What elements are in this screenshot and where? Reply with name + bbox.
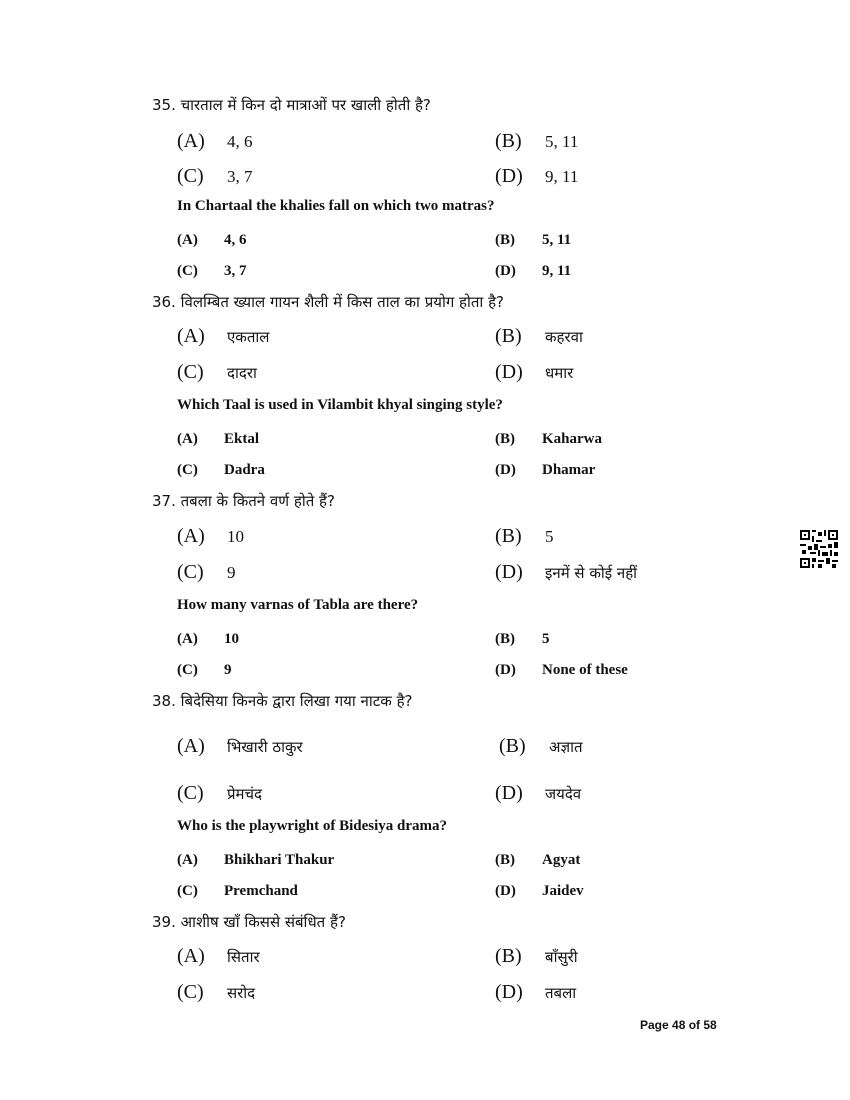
q37-hi-option-c: (C) 9 — [177, 561, 236, 583]
q37-en-option-d: (D) None of these — [495, 662, 628, 678]
q37-en-option-b: (B) 5 — [495, 631, 550, 647]
q38-en-option-c: (C) Premchand — [177, 883, 298, 899]
q37-hi-option-a: (A) 10 — [177, 525, 244, 547]
q37-hi-option-b: (B) 5 — [495, 525, 554, 547]
qr-code-icon — [800, 530, 838, 568]
q35-en-option-b: (B) 5, 11 — [495, 232, 572, 248]
q36-hi-option-b: (B) कहरवा — [495, 325, 583, 347]
q36-hi-option-c: (C) दादरा — [177, 361, 257, 383]
q38-en-option-a: (A) Bhikhari Thakur — [177, 852, 335, 868]
q39-hi-option-a: (A) सितार — [177, 945, 260, 967]
q36-hi-option-d: (D) धमार — [495, 361, 574, 383]
page-number: Page 48 of 58 — [640, 1018, 717, 1032]
question-38-english: Who is the playwright of Bidesiya drama? — [177, 818, 448, 834]
q38-hi-option-c: (C) प्रेमचंद — [177, 782, 262, 804]
q38-hi-option-d: (D) जयदेव — [495, 782, 582, 804]
question-37-english: How many varnas of Tabla are there? — [177, 597, 419, 613]
q35-en-option-c: (C) 3, 7 — [177, 263, 247, 279]
q36-en-option-a: (A) Ektal — [177, 431, 260, 447]
q38-en-option-b: (B) Agyat — [495, 852, 581, 868]
q37-hi-option-d: (D) इनमें से कोई नहीं — [495, 561, 638, 583]
q39-hi-option-d: (D) तबला — [495, 981, 577, 1003]
q36-en-option-c: (C) Dadra — [177, 462, 265, 478]
q35-en-option-a: (A) 4, 6 — [177, 232, 247, 248]
q35-hi-option-a: (A) 4, 6 — [177, 130, 253, 152]
q36-en-option-b: (B) Kaharwa — [495, 431, 602, 447]
question-35-english: In Chartaal the khalies fall on which two matras? — [177, 198, 495, 214]
q39-hi-option-c: (C) सरोद — [177, 981, 256, 1003]
q36-en-option-d: (D) Dhamar — [495, 462, 596, 478]
q37-en-option-a: (A) 10 — [177, 631, 239, 647]
q38-hi-option-b: (B) अज्ञात — [499, 735, 583, 757]
question-39-hindi: 39. आशीष खाँ किससे संबंधित हैं? — [152, 913, 346, 931]
q37-en-option-c: (C) 9 — [177, 662, 232, 678]
q36-hi-option-a: (A) एकताल — [177, 325, 270, 347]
question-36-english: Which Taal is used in Vilambit khyal singing style? — [177, 397, 503, 413]
q35-hi-option-c: (C) 3, 7 — [177, 165, 253, 187]
question-35-hindi: 35. चारताल में किन दो मात्राओं पर खाली होती है? — [152, 96, 431, 114]
q35-en-option-d: (D) 9, 11 — [495, 263, 572, 279]
question-38-hindi: 38. बिदेसिया किनके द्वारा लिखा गया नाटक है? — [152, 692, 413, 710]
q38-hi-option-a: (A) भिखारी ठाकुर — [177, 735, 303, 757]
q35-hi-option-d: (D) 9, 11 — [495, 165, 579, 187]
q35-hi-option-b: (B) 5, 11 — [495, 130, 579, 152]
question-36-hindi: 36. विलम्बित ख्याल गायन शैली में किस ताल का प्रयोग होता है? — [152, 293, 505, 311]
question-37-hindi: 37. तबला के कितने वर्ण होते हैं? — [152, 492, 335, 510]
q38-en-option-d: (D) Jaidev — [495, 883, 584, 899]
q39-hi-option-b: (B) बाँसुरी — [495, 945, 578, 967]
